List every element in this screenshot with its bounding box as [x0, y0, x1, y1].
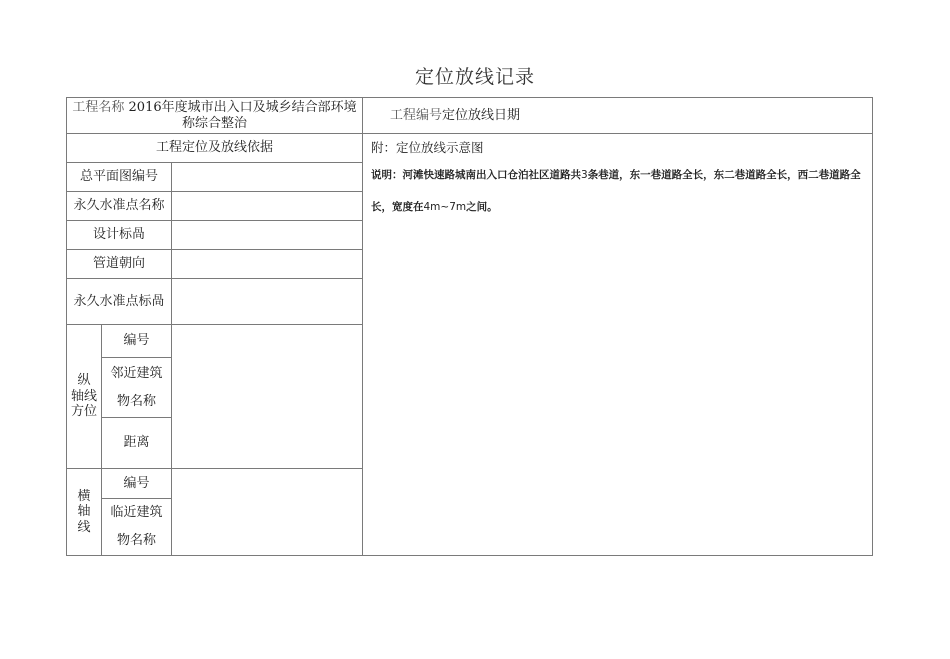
transverse-building-line1: 临近建筑 — [110, 505, 163, 521]
benchmark-elevation-value — [172, 279, 363, 325]
longitudinal-building-label — [102, 358, 172, 418]
basis-header: 工程定位及放线依据 — [67, 134, 363, 163]
design-elevation-value — [172, 221, 363, 250]
longitudinal-group-line3: 方位 — [70, 404, 97, 420]
benchmark-name-label: 永久水准点名称 — [67, 192, 172, 221]
benchmark-elevation-label: 永久水准点标咼 — [67, 279, 172, 325]
sketch-note-number: 3 — [581, 169, 588, 182]
longitudinal-building-line1: 邻近建筑 — [110, 365, 163, 381]
sketch-note-part3: 之间。 — [466, 201, 498, 214]
longitudinal-axis-group — [67, 325, 102, 469]
longitudinal-distance-label: 距离 — [102, 418, 172, 469]
project-name-value-line2: 称综合整治 — [181, 115, 247, 131]
longitudinal-group-line2: 轴线 — [70, 388, 97, 404]
longitudinal-number-label: 编号 — [102, 325, 172, 358]
project-number-cell — [363, 98, 873, 134]
transverse-number-label: 编号 — [102, 469, 172, 499]
transverse-building-line2: 物名称 — [116, 533, 156, 549]
site-plan-number-value — [172, 163, 363, 192]
longitudinal-group-line1: 纵 — [77, 373, 91, 389]
longitudinal-building-line2: 物名称 — [116, 393, 156, 409]
sketch-note — [371, 159, 864, 223]
sketch-area — [363, 134, 873, 556]
project-name-label: 工程名称 — [72, 100, 125, 115]
positioning-record-table — [66, 97, 873, 556]
pipe-orientation-label: 管道朝向 — [67, 250, 172, 279]
transverse-group-line3: 线 — [77, 519, 91, 535]
positioning-date-label: 定位放线日期 — [442, 107, 521, 123]
transverse-axis-group — [67, 469, 102, 556]
sketch-note-part2: 条巷道，东一巷道路全长，东二巷道路全长，西二巷道路全长，宽度在 — [371, 169, 861, 214]
page-title: 定位放线记录 — [414, 66, 535, 88]
project-number-label: 工程编号 — [390, 107, 443, 123]
design-elevation-label: 设计标咼 — [67, 221, 172, 250]
longitudinal-value-area — [172, 325, 363, 469]
site-plan-number-label: 总平面图编号 — [67, 163, 172, 192]
transverse-building-label — [102, 499, 172, 556]
transverse-group-line2: 轴 — [77, 504, 91, 520]
transverse-value-area — [172, 469, 363, 556]
pipe-orientation-value — [172, 250, 363, 279]
project-name-cell — [67, 98, 363, 134]
project-name-value-line1: 2016年度城市出入口及城乡结合部环境 — [128, 100, 357, 115]
sketch-note-part1: 说明：河滩快速路城南出入口仓泊社区道路共 — [371, 169, 581, 182]
transverse-group-line1: 横 — [77, 488, 91, 504]
benchmark-name-value — [172, 192, 363, 221]
sketch-title: 附：定位放线示意图 — [371, 140, 484, 156]
sketch-note-range: 4m~7m — [423, 201, 467, 214]
